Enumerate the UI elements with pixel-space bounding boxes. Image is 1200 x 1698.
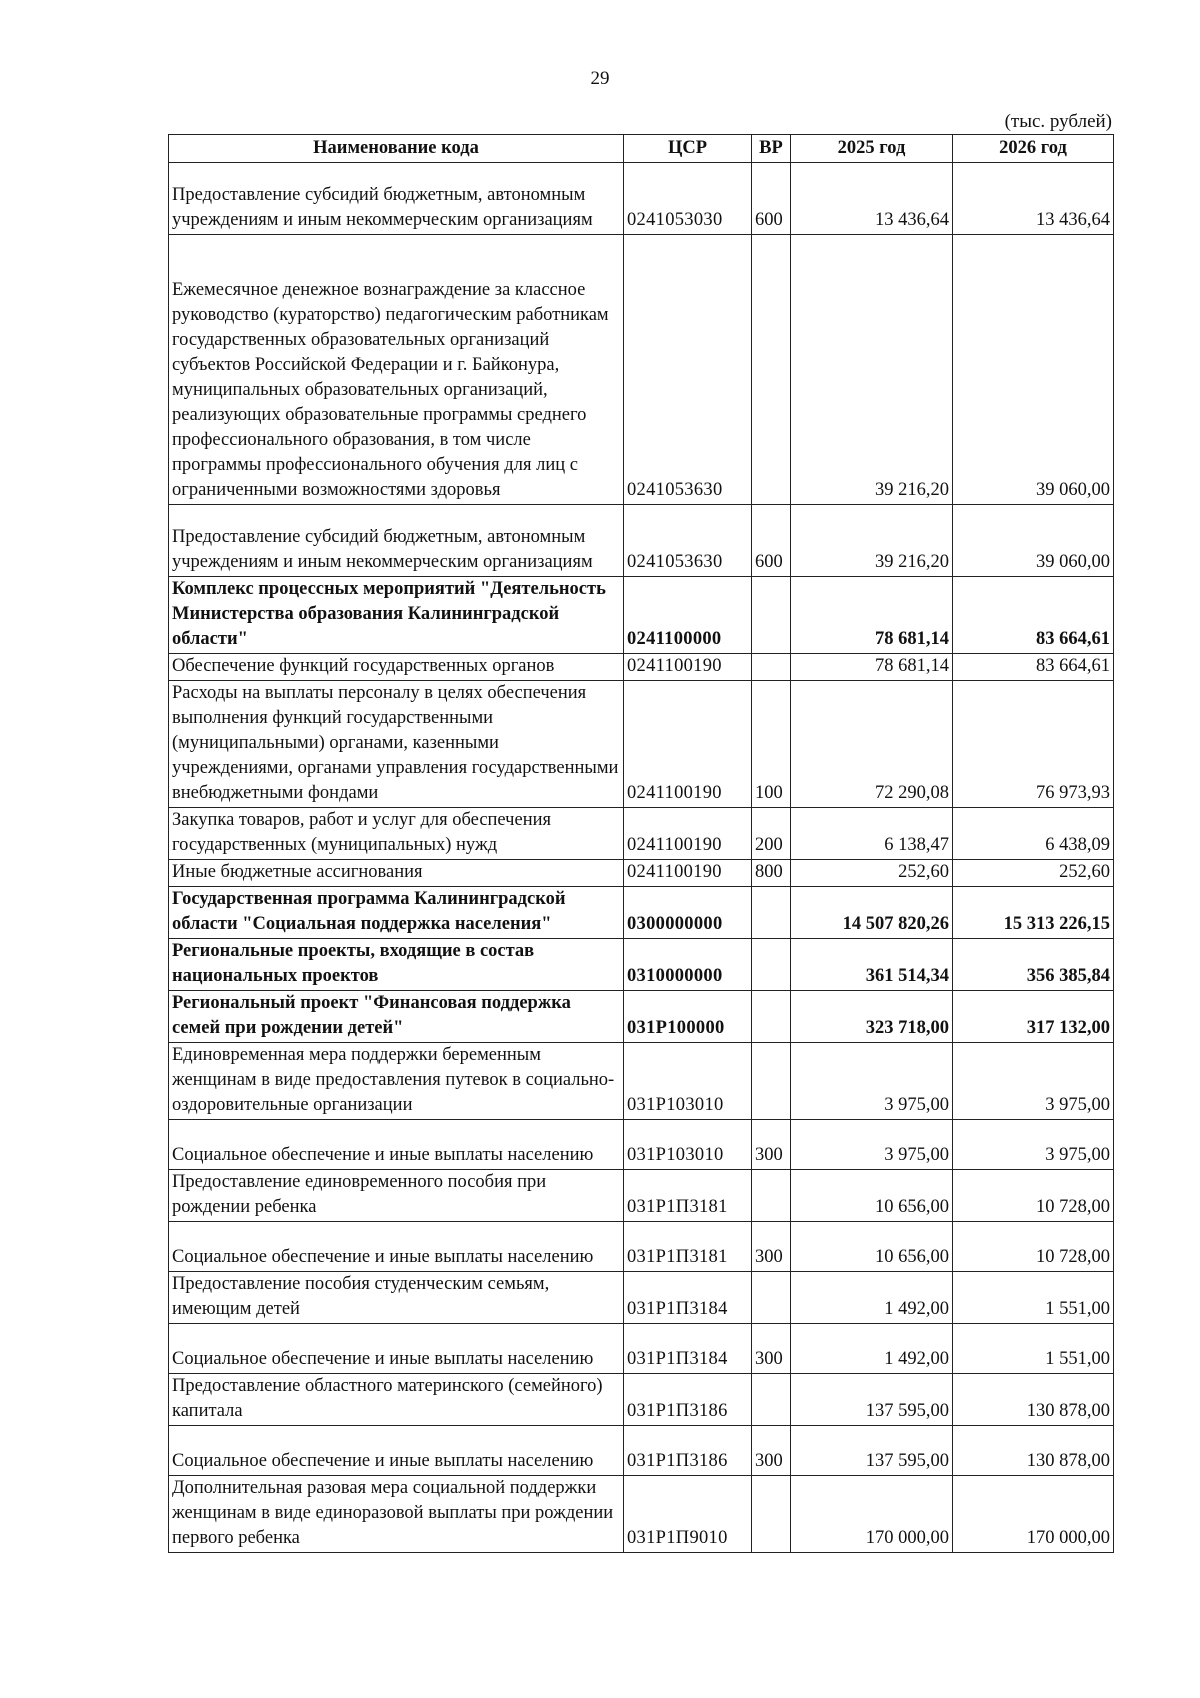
table-row bbox=[169, 681, 1114, 808]
row-csr: 0241053630 bbox=[624, 235, 752, 505]
header-vr: ВР bbox=[752, 135, 791, 163]
row-2025: 10 656,00 bbox=[791, 1170, 953, 1222]
row-name: Дополнительная разовая мера социальной поддержки женщинам в виде единоразовой выплаты при рождении первого ребенка bbox=[169, 1476, 624, 1553]
row-2026: 39 060,00 bbox=[953, 505, 1114, 577]
row-2025: 252,60 bbox=[791, 860, 953, 887]
row-2026: 3 975,00 bbox=[953, 1120, 1114, 1170]
row-2026: 76 973,93 bbox=[953, 681, 1114, 808]
table-row bbox=[169, 1426, 1114, 1476]
row-csr: 0241100190 bbox=[624, 860, 752, 887]
row-name: Социальное обеспечение и иные выплаты населению bbox=[169, 1120, 624, 1170]
row-name: Предоставление субсидий бюджетным, автономным учреждениям и иным некоммерческим организациям bbox=[169, 505, 624, 577]
row-name: Государственная программа Калининградской области "Социальная поддержка населения" bbox=[169, 887, 624, 939]
row-name: Расходы на выплаты персоналу в целях обеспечения выполнения функций государственными (муниципальными) органами, казенными учреждениями, органами управления государственными внебюджетными фондами bbox=[169, 681, 624, 808]
table-row bbox=[169, 991, 1114, 1043]
row-vr bbox=[752, 1043, 791, 1120]
row-2025: 3 975,00 bbox=[791, 1043, 953, 1120]
table-row bbox=[169, 1272, 1114, 1324]
row-2025: 3 975,00 bbox=[791, 1120, 953, 1170]
row-2026: 13 436,64 bbox=[953, 163, 1114, 235]
page-number: 29 bbox=[590, 68, 610, 89]
row-vr: 600 bbox=[752, 505, 791, 577]
table-row bbox=[169, 577, 1114, 654]
row-csr: 031Р1П3184 bbox=[624, 1272, 752, 1324]
row-2025: 13 436,64 bbox=[791, 163, 953, 235]
table-row bbox=[169, 1324, 1114, 1374]
header-name: Наименование кода bbox=[169, 135, 624, 163]
row-vr: 800 bbox=[752, 860, 791, 887]
row-csr: 031Р1П9010 bbox=[624, 1476, 752, 1553]
row-vr bbox=[752, 235, 791, 505]
row-2026: 83 664,61 bbox=[953, 654, 1114, 681]
row-2025: 78 681,14 bbox=[791, 577, 953, 654]
row-2026: 10 728,00 bbox=[953, 1222, 1114, 1272]
header-csr: ЦСР bbox=[624, 135, 752, 163]
row-name: Предоставление субсидий бюджетным, автономным учреждениям и иным некоммерческим организациям bbox=[169, 163, 624, 235]
row-csr: 031Р103010 bbox=[624, 1043, 752, 1120]
table-row bbox=[169, 939, 1114, 991]
row-2025: 170 000,00 bbox=[791, 1476, 953, 1553]
row-vr bbox=[752, 1476, 791, 1553]
row-csr: 0241100190 bbox=[624, 681, 752, 808]
row-2025: 78 681,14 bbox=[791, 654, 953, 681]
row-2026: 130 878,00 bbox=[953, 1426, 1114, 1476]
table-row bbox=[169, 860, 1114, 887]
row-2025: 1 492,00 bbox=[791, 1324, 953, 1374]
table-row bbox=[169, 163, 1114, 235]
row-name: Социальное обеспечение и иные выплаты населению bbox=[169, 1426, 624, 1476]
row-name: Иные бюджетные ассигнования bbox=[169, 860, 624, 887]
row-csr: 031Р100000 bbox=[624, 991, 752, 1043]
row-name: Социальное обеспечение и иные выплаты населению bbox=[169, 1222, 624, 1272]
row-2025: 10 656,00 bbox=[791, 1222, 953, 1272]
row-vr: 300 bbox=[752, 1120, 791, 1170]
table-row bbox=[169, 1374, 1114, 1426]
row-vr: 300 bbox=[752, 1324, 791, 1374]
row-csr: 031Р1П3186 bbox=[624, 1374, 752, 1426]
table-row bbox=[169, 1043, 1114, 1120]
row-2026: 1 551,00 bbox=[953, 1324, 1114, 1374]
row-name: Комплекс процессных мероприятий "Деятельность Министерства образования Калининградской области" bbox=[169, 577, 624, 654]
row-2025: 72 290,08 bbox=[791, 681, 953, 808]
table-row bbox=[169, 808, 1114, 860]
row-2025: 6 138,47 bbox=[791, 808, 953, 860]
row-csr: 0241100190 bbox=[624, 808, 752, 860]
row-2026: 317 132,00 bbox=[953, 991, 1114, 1043]
row-2026: 10 728,00 bbox=[953, 1170, 1114, 1222]
row-2026: 1 551,00 bbox=[953, 1272, 1114, 1324]
budget-table bbox=[168, 134, 1114, 1553]
header-2026: 2026 год bbox=[953, 135, 1114, 163]
row-2025: 1 492,00 bbox=[791, 1272, 953, 1324]
table-row bbox=[169, 1476, 1114, 1553]
row-2026: 252,60 bbox=[953, 860, 1114, 887]
table-row bbox=[169, 505, 1114, 577]
row-name: Социальное обеспечение и иные выплаты населению bbox=[169, 1324, 624, 1374]
table-header-row bbox=[169, 135, 1114, 163]
row-name: Предоставление пособия студенческим семьям, имеющим детей bbox=[169, 1272, 624, 1324]
row-vr: 300 bbox=[752, 1222, 791, 1272]
header-2025: 2025 год bbox=[791, 135, 953, 163]
row-name: Ежемесячное денежное вознаграждение за классное руководство (кураторство) педагогическим работникам государственных образовательных организаций субъектов Российской Федерации и г. Байконура, муниципальных образовательных организаций, реализующих образовательные программы среднего профессионального образования, в том числе программы профессионального обучения для лиц с ограниченными возможностями здоровья bbox=[169, 235, 624, 505]
row-name: Предоставление областного материнского (семейного) капитала bbox=[169, 1374, 624, 1426]
table-row bbox=[169, 1222, 1114, 1272]
row-vr bbox=[752, 1272, 791, 1324]
row-vr bbox=[752, 991, 791, 1043]
table-row bbox=[169, 235, 1114, 505]
row-csr: 0241100190 bbox=[624, 654, 752, 681]
row-2026: 3 975,00 bbox=[953, 1043, 1114, 1120]
row-2026: 6 438,09 bbox=[953, 808, 1114, 860]
row-vr bbox=[752, 654, 791, 681]
row-name: Единовременная мера поддержки беременным женщинам в виде предоставления путевок в социально-оздоровительные организации bbox=[169, 1043, 624, 1120]
row-vr bbox=[752, 939, 791, 991]
row-vr: 100 bbox=[752, 681, 791, 808]
row-2025: 137 595,00 bbox=[791, 1374, 953, 1426]
row-csr: 0241053030 bbox=[624, 163, 752, 235]
row-csr: 031Р103010 bbox=[624, 1120, 752, 1170]
row-vr: 300 bbox=[752, 1426, 791, 1476]
table-row bbox=[169, 887, 1114, 939]
row-csr: 031Р1П3181 bbox=[624, 1170, 752, 1222]
row-csr: 031Р1П3184 bbox=[624, 1324, 752, 1374]
row-2026: 15 313 226,15 bbox=[953, 887, 1114, 939]
row-2026: 356 385,84 bbox=[953, 939, 1114, 991]
units-note: (тыс. рублей) bbox=[1004, 111, 1112, 132]
row-csr: 0300000000 bbox=[624, 887, 752, 939]
table-row bbox=[169, 1120, 1114, 1170]
row-2026: 170 000,00 bbox=[953, 1476, 1114, 1553]
row-name: Обеспечение функций государственных органов bbox=[169, 654, 624, 681]
row-2025: 39 216,20 bbox=[791, 505, 953, 577]
table-row bbox=[169, 1170, 1114, 1222]
row-2026: 130 878,00 bbox=[953, 1374, 1114, 1426]
row-vr: 600 bbox=[752, 163, 791, 235]
row-name: Региональные проекты, входящие в состав национальных проектов bbox=[169, 939, 624, 991]
row-csr: 0241100000 bbox=[624, 577, 752, 654]
row-2026: 39 060,00 bbox=[953, 235, 1114, 505]
row-2025: 14 507 820,26 bbox=[791, 887, 953, 939]
row-csr: 0241053630 bbox=[624, 505, 752, 577]
row-2026: 83 664,61 bbox=[953, 577, 1114, 654]
table-row bbox=[169, 654, 1114, 681]
row-2025: 39 216,20 bbox=[791, 235, 953, 505]
row-vr bbox=[752, 577, 791, 654]
row-name: Предоставление единовременного пособия при рождении ребенка bbox=[169, 1170, 624, 1222]
row-csr: 031Р1П3186 bbox=[624, 1426, 752, 1476]
row-2025: 137 595,00 bbox=[791, 1426, 953, 1476]
row-vr bbox=[752, 1170, 791, 1222]
row-2025: 323 718,00 bbox=[791, 991, 953, 1043]
row-name: Закупка товаров, работ и услуг для обеспечения государственных (муниципальных) нужд bbox=[169, 808, 624, 860]
row-2025: 361 514,34 bbox=[791, 939, 953, 991]
row-csr: 0310000000 bbox=[624, 939, 752, 991]
row-csr: 031Р1П3181 bbox=[624, 1222, 752, 1272]
row-vr bbox=[752, 1374, 791, 1426]
row-vr: 200 bbox=[752, 808, 791, 860]
row-vr bbox=[752, 887, 791, 939]
row-name: Региональный проект "Финансовая поддержка семей при рождении детей" bbox=[169, 991, 624, 1043]
